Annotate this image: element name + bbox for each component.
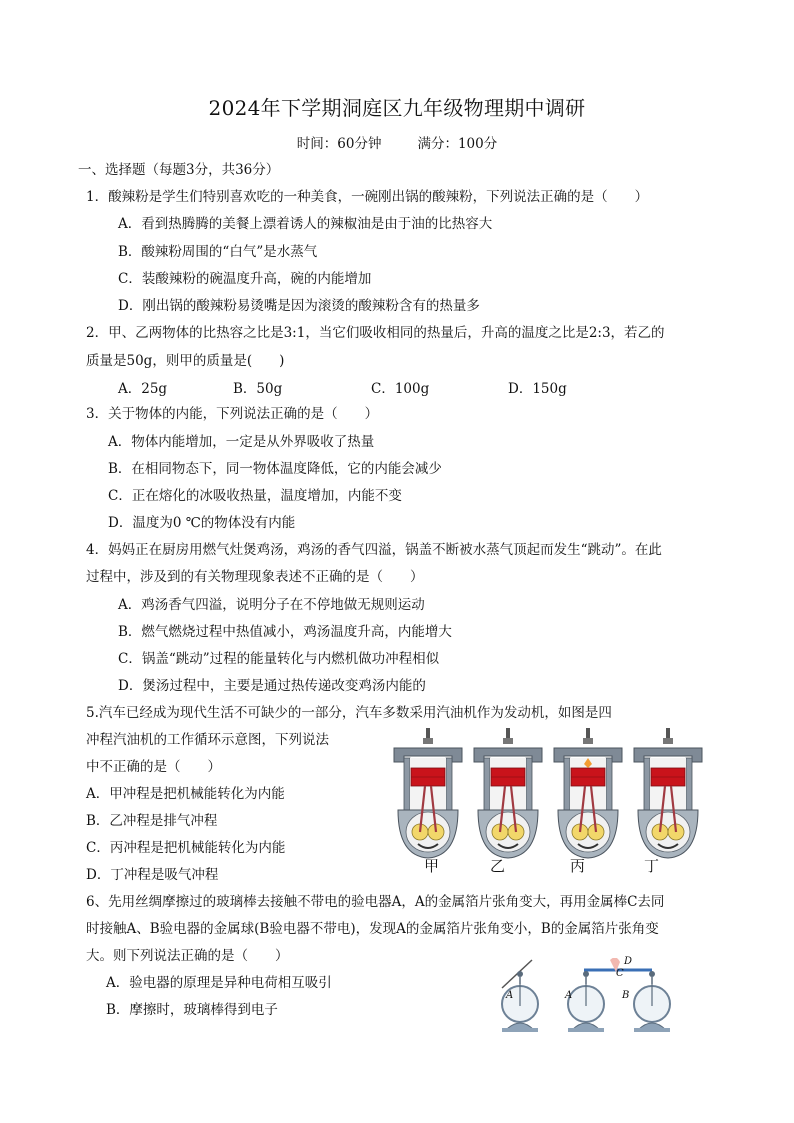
q5-stem-line2: 冲程汽油机的工作循环示意图，下列说法 bbox=[86, 732, 329, 748]
engine-jia bbox=[394, 728, 462, 858]
engine-ding bbox=[634, 728, 702, 858]
q3-option-d: D．温度为0 ℃的物体没有内能 bbox=[108, 515, 296, 531]
engine-label-ding: 丁 bbox=[644, 857, 660, 875]
fig-label-a2: A bbox=[565, 990, 573, 1001]
electroscope-b bbox=[634, 971, 670, 1032]
fig-label-a1: A bbox=[506, 990, 514, 1001]
fig-label-c: C bbox=[616, 968, 624, 979]
q5-stem-line1: 5.汽车已经成为现代生活不可缺少的一部分，汽车多数采用汽油机作为发动机，如图是四 bbox=[86, 705, 612, 721]
q1-stem: 1．酸辣粉是学生们特别喜欢吃的一种美食，一碗刚出锅的酸辣粉，下列说法正确的是（ ） bbox=[86, 189, 649, 205]
q5-option-d: D．丁冲程是吸气冲程 bbox=[86, 867, 219, 883]
engine-yi bbox=[474, 728, 542, 858]
engine-bing bbox=[554, 728, 622, 858]
q5-option-c: C．丙冲程是把机械能转化为内能 bbox=[86, 840, 286, 856]
q5-option-a: A．甲冲程是把机械能转化为内能 bbox=[86, 786, 285, 802]
q2-option-a: A．25g bbox=[118, 381, 168, 397]
q3-option-a: A．物体内能增加，一定是从外界吸收了热量 bbox=[108, 434, 375, 450]
q5-option-b: B．乙冲程是排气冲程 bbox=[86, 813, 218, 829]
page-title: 2024年下学期洞庭区九年级物理期中调研 bbox=[208, 96, 586, 120]
fig-label-d: D bbox=[624, 956, 633, 967]
exam-score: 满分：100分 bbox=[417, 136, 498, 152]
q4-option-d: D．煲汤过程中，主要是通过热传递改变鸡汤内能的 bbox=[118, 678, 426, 694]
q1-option-d: D．刚出锅的酸辣粉易烫嘴是因为滚烫的酸辣粉含有的热量多 bbox=[118, 298, 480, 314]
q6-stem-line2: 时接触A、B验电器的金属球(B验电器不带电)，发现A的金属箔片张角变小，B的金属箔片张角变 bbox=[86, 921, 659, 937]
electroscope-a-alone bbox=[502, 971, 538, 1032]
q4-stem-line1: 4．妈妈正在厨房用燃气灶煲鸡汤，鸡汤的香气四溢，锅盖不断被水蒸气顶起而发生“跳动”。在此 bbox=[86, 542, 662, 558]
q5-stem-line3: 中不正确的是（ ） bbox=[86, 759, 221, 775]
q3-option-b: B．在相同物态下，同一物体温度降低，它的内能会减少 bbox=[108, 461, 442, 477]
q4-stem-line2: 过程中，涉及到的有关物理现象表述不正确的是（ ） bbox=[86, 569, 424, 585]
q4-option-b: B．燃气燃烧过程中热值减小，鸡汤温度升高，内能增大 bbox=[118, 624, 452, 640]
q4-option-a: A．鸡汤香气四溢，说明分子在不停地做无规则运动 bbox=[118, 597, 425, 613]
fig-label-b: B bbox=[622, 990, 630, 1001]
q4-option-c: C．锅盖“跳动”过程的能量转化与内燃机做功冲程相似 bbox=[118, 651, 440, 667]
q2-stem-line1: 2．甲、乙两物体的比热容之比是3:1，当它们吸收相同的热量后，升高的温度之比是2:3，若乙的 bbox=[86, 325, 665, 341]
engine-label-jia: 甲 bbox=[424, 857, 440, 875]
q2-stem-line2: 质量是50g，则甲的质量是( ) bbox=[86, 353, 285, 369]
q1-option-c: C．装酸辣粉的碗温度升高，碗的内能增加 bbox=[118, 271, 372, 287]
engine-label-bing: 丙 bbox=[570, 857, 586, 875]
q3-option-c: C．正在熔化的冰吸收热量，温度增加，内能不变 bbox=[108, 488, 402, 504]
q3-stem: 3．关于物体的内能，下列说法正确的是（ ） bbox=[86, 406, 379, 422]
q1-option-b: B．酸辣粉周围的“白气”是水蒸气 bbox=[118, 244, 318, 260]
q2-option-b: B．50g bbox=[233, 381, 283, 397]
q6-stem-line1: 6、先用丝绸摩擦过的玻璃棒去接触不带电的验电器A，A的金属箔片张角变大，再用金属棒C去同 bbox=[86, 894, 665, 910]
electroscope-a bbox=[568, 971, 604, 1032]
q2-option-c: C．100g bbox=[371, 381, 430, 397]
electroscope-figure bbox=[498, 958, 698, 1038]
exam-time: 时间：60分钟 bbox=[296, 136, 382, 152]
q2-option-d: D．150g bbox=[508, 381, 567, 397]
q1-option-a: A．看到热腾腾的美餐上漂着诱人的辣椒油是由于油的比热容大 bbox=[118, 216, 493, 232]
section-heading: 一、选择题（每题3分，共36分） bbox=[78, 162, 280, 178]
q6-stem-line3: 大。则下列说法正确的是（ ） bbox=[86, 948, 289, 964]
exam-info bbox=[0, 132, 794, 152]
q6-option-b: B．摩擦时，玻璃棒得到电子 bbox=[106, 1002, 278, 1018]
engine-label-yi: 乙 bbox=[490, 857, 506, 875]
q6-option-a: A．验电器的原理是异种电荷相互吸引 bbox=[106, 975, 332, 991]
